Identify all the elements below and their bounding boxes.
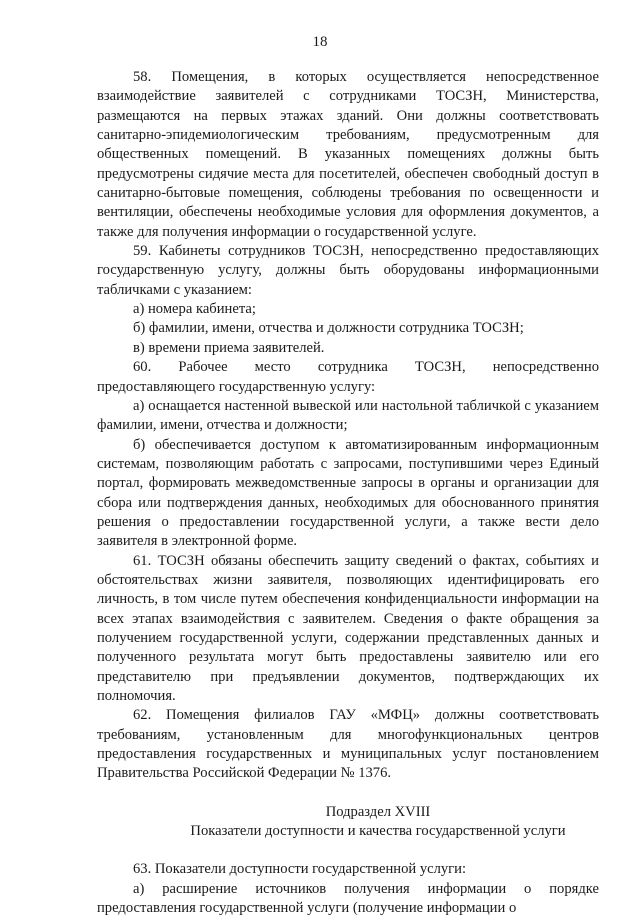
list-item-63a: а) расширение источников получения информации о порядке предоставления государственной услуги (получение информации о xyxy=(97,880,599,917)
spacer xyxy=(97,841,599,860)
subsection-title: Показатели доступности и качества государственной услуги xyxy=(190,823,566,840)
paragraph-63: 63. Показатели доступности государственной услуги: xyxy=(133,861,467,878)
list-item-59b: б) фамилии, имени, отчества и должности сотрудника ТОСЗН; xyxy=(133,320,524,337)
list-item-60a: а) оснащается настенной вывеской или настольной табличкой с указанием фамилии, имени, отчества и должности; xyxy=(97,397,599,434)
page-number: 18 xyxy=(312,34,328,50)
spacer xyxy=(97,784,599,803)
list-item-59c: в) времени приема заявителей. xyxy=(133,339,325,356)
list-item-60b: б) обеспечивается доступом к автоматизированным информационным системам, позволяющим работать с запросами, поступившими через Единый портал, формировать межведомственные запросы в органы и организации для сбора или подтверждения данных, необходимых для обоснованного принятия решения о предоставлении государственной услуги, а также вести дело заявителя в электронной форме. xyxy=(97,436,599,550)
paragraph-58: 58. Помещения, в которых осуществляется непосредственное взаимодействие заявителей с сотрудниками ТОСЗН, Министерства, размещаются на первых этажах зданий. Они должны соответствовать санитарно-эпидемиологическим требованиям, предусмотренным для общественных помещений. В указанных помещениях должны быть предусмотрены сидячие места для посетителей, обеспечен свободный доступ в санитарно-бытовые помещения, соблюдены требования по освещенности и вентиляции, обеспечены необходимые условия для оформления документов, а также для получения информации о государственной услуге. xyxy=(97,69,599,240)
list-item-59a: а) номера кабинета; xyxy=(133,301,256,318)
paragraph-60: 60. Рабочее место сотрудника ТОСЗН, непосредственно предоставляющего государственную услугу: xyxy=(97,359,599,395)
subsection-number: Подраздел XVIII xyxy=(325,803,431,820)
paragraph-59: 59. Кабинеты сотрудников ТОСЗН, непосредственно предоставляющих государственную услугу, должны быть оборудованы информационными табличками с указанием: xyxy=(97,243,599,298)
paragraph-61: 61. ТОСЗН обязаны обеспечить защиту сведений о фактах, событиях и обстоятельствах жизни заявителя, позволяющих идентифицировать его личность, в том числе путем обеспечения конфиденциальности информации на всех этапах взаимодействия с заявителем. Сведения о факте обращения за получением государственной услуги, содержании представленных данных и полученного результата могут быть предоставлены заявителю или его представителю при предъявлении документов, подтверждающих их полномочия. xyxy=(97,552,599,704)
paragraph-62: 62. Помещения филиалов ГАУ «МФЦ» должны соответствовать требованиям, установленным для многофункциональных центров предоставления государственных и муниципальных услуг постановлением Правительства Российской Федерации № 1376. xyxy=(97,707,599,782)
document-body xyxy=(97,68,599,918)
